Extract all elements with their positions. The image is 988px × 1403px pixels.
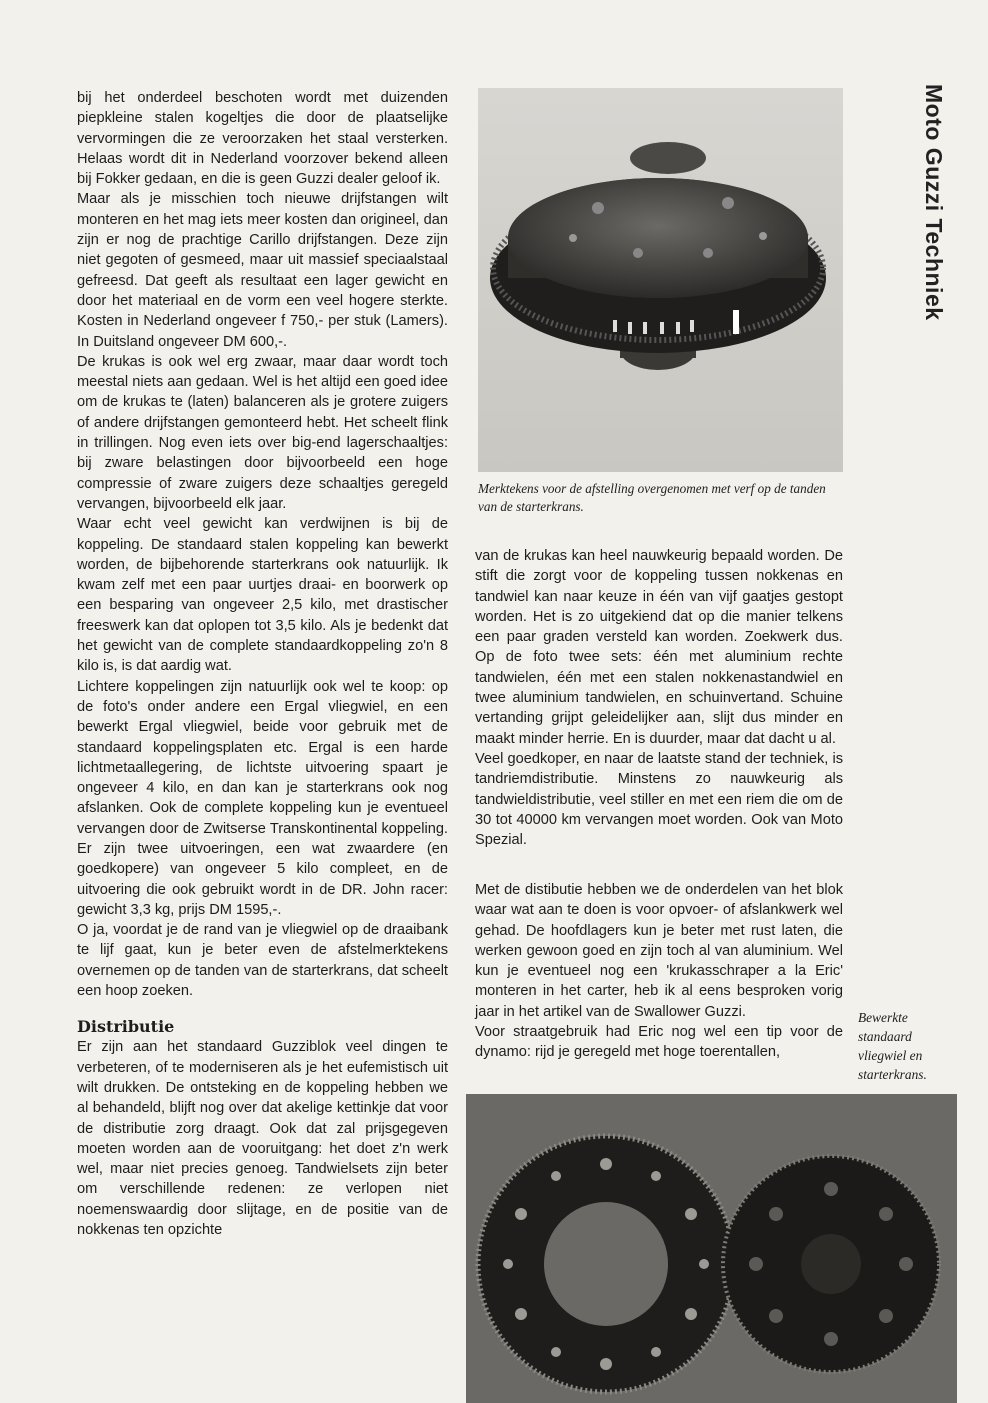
side-caption <box>858 1008 948 1084</box>
side-caption-line: vliegwiel en <box>858 1048 923 1063</box>
body-paragraph: bij het onderdeel beschoten wordt met duizenden piepkleine stalen kogeltjes die door de plaatselijke vervormingen die ze veroorzaken het staal versterken. Helaas wordt dit in Nederland voorzover bekend alleen bij Fokker gedaan, en die is geen Guzzi dealer geloof ik. <box>77 90 448 188</box>
right-column-top <box>475 546 843 850</box>
flywheel-illustration <box>478 88 843 472</box>
photo-caption: Merktekens voor de afstelling overgenomen met verf op de tanden van de starterkrans. <box>478 481 826 514</box>
body-paragraph: Lichtere koppelingen zijn natuurlijk ook wel te koop: op de foto's onder andere een Ergal vliegwiel, en een bewerkt Ergal vliegwiel, beide voor gebruik met de standaard koppelingsplaten etc. Ergal is een harde lichtmetaallegering, de lichtste uitvoering spaart je ongeveer 4 kilo, en dan kan je starterkrans ook nog afslanken. Ook de complete koppeling kun je eventueel vervangen door de Zwitserse Transkontinental koppeling. Er zijn twee uitvoeringen, een wat zwaardere (en goedkopere) van ongeveer 5 kilo compleet, en de uitvoering die ook gebruikt wordt in de DR. John racer: gewicht 3,3 kg, prijs DM 1595,-. <box>77 678 448 918</box>
right-column-bottom <box>475 880 843 1063</box>
body-paragraph: Maar als je misschien toch nieuwe drijfstangen wilt monteren en het mag iets meer kosten dan origineel, dan zijn er nog de prachtige Carillo drijfstangen. Deze zijn niet gegoten of gesmeed, maar uit massief speciaalstaal gefreesd. Dat geeft als resultaat een lager gewicht en door het materiaal en de vorm een veel hogere sterkte. Kosten in Nederland ongeveer f 750,- per stuk (Lamers). In Duitsland ongeveer DM 600,-. <box>77 191 448 350</box>
section-label: Moto Guzzi Techniek <box>921 84 947 321</box>
body-paragraph: Er zijn aan het standaard Guzziblok veel dingen te verbeteren, of te moderniseren als je het eufemistisch uit wilt drukken. De ontsteking en de koppeling hebben we al behandeld, blijft nog over dat akelige kettinkje dat voor de distributie zorg draagt. Ook dat zal prijsgegeven moeten worden aan de vooruitgang: het doet z'n werk wel, maar niet precies genoeg. Tandwielsets zijn beter om verschillende redenen: ze verlopen niet noemenswaardig door slijtage, en de positie van de nokkenas ten opzichte <box>77 1039 448 1239</box>
body-paragraph: Waar echt veel gewicht kan verdwijnen is bij de koppeling. De standaard stalen koppeling kan bewerkt worden, de bijbehorende starterkrans ook natuurlijk. Ik kwam zelf met een paar uurtjes draai- en boorwerk op een besparing van ongeveer 2,5 kilo, met drastischer freeswerk kan dat oplopen tot 3,5 kilo. Als je bedenkt dat het gewicht van de complete standaardkoppeling zo'n 8 kilo is, is dat aardig wat. <box>77 516 448 675</box>
body-paragraph: De krukas is ook wel erg zwaar, maar daar wordt toch meestal niets aan gedaan. Wel is het altijd een goed idee om de krukas te (laten) balanceren als je grotere zuigers of andere drijfstangen gemonteerd hebt. Het scheelt flink in trillingen. Nog even iets over big-end lagerschaaltjes: bij zware belastingen door bijvoorbeeld een hoge compressie of zware zuigers deze schaaltjes geregeld vervangen, bijvoorbeeld elk jaar. <box>77 353 448 512</box>
body-paragraph: Met de distibutie hebben we de onderdelen van het blok waar wat aan te doen is voor opvoer- of afslankwerk wel gehad. De hoofdlagers kun je beter met rust laten, die werken gewoon goed en zijn toch al van aluminium. Wel kun je eventueel nog een 'krukasschraper a la Eric' monteren in het carter, heb ik al eens besproken vorig jaar in het artikel van de Swallower Guzzi. <box>475 882 843 1020</box>
side-caption-line: starterkrans. <box>858 1067 927 1082</box>
left-column <box>77 88 448 1240</box>
body-paragraph: O ja, voordat je de rand van je vliegwiel op de draaibank te lijf gaat, kun je beter even de afstelmerktekens overnemen op de tanden van de starterkrans, dat scheelt een hoop zoeken. <box>77 922 448 1000</box>
body-paragraph: van de krukas kan heel nauwkeurig bepaald worden. De stift die zorgt voor de koppeling tussen nokkenas en tandwiel kan naar keuze in één van vijf gaatjes gestopt worden. Het is zo uitgekiend dat op die manier telkens een paar graden versteld kan worden. Zoekwerk dus. Op de foto twee sets: één met aluminium rechte tandwielen, één met een stalen nokkenastandwiel en twee aluminium tandwielen, en schuinvertand. Schuine vertanding grijpt geleidelijker aan, slijt dus minder en maakt minder herrie. En is duurder, maar dat dacht u al. <box>475 548 843 747</box>
starter-ring-illustration <box>466 1094 957 1403</box>
section-heading: Distributie <box>77 1017 175 1037</box>
starter-ring-photo <box>466 1094 957 1403</box>
body-paragraph: Voor straatgebruik had Eric nog wel een tip voor de dynamo: rijd je geregeld met hoge toerentallen, <box>475 1024 843 1061</box>
side-caption-line: standaard <box>858 1029 912 1044</box>
side-caption-line: Bewerkte <box>858 1010 908 1025</box>
body-paragraph: Veel goedkoper, en naar de laatste stand der techniek, is tandriemdistributie. Minstens zo nauwkeurig als tandwieldistributie, veel stiller en met een riem die om de 30 tot 40000 km vervangen moet worden. Ook van Moto Spezial. <box>475 750 843 849</box>
flywheel-photo <box>478 88 843 472</box>
